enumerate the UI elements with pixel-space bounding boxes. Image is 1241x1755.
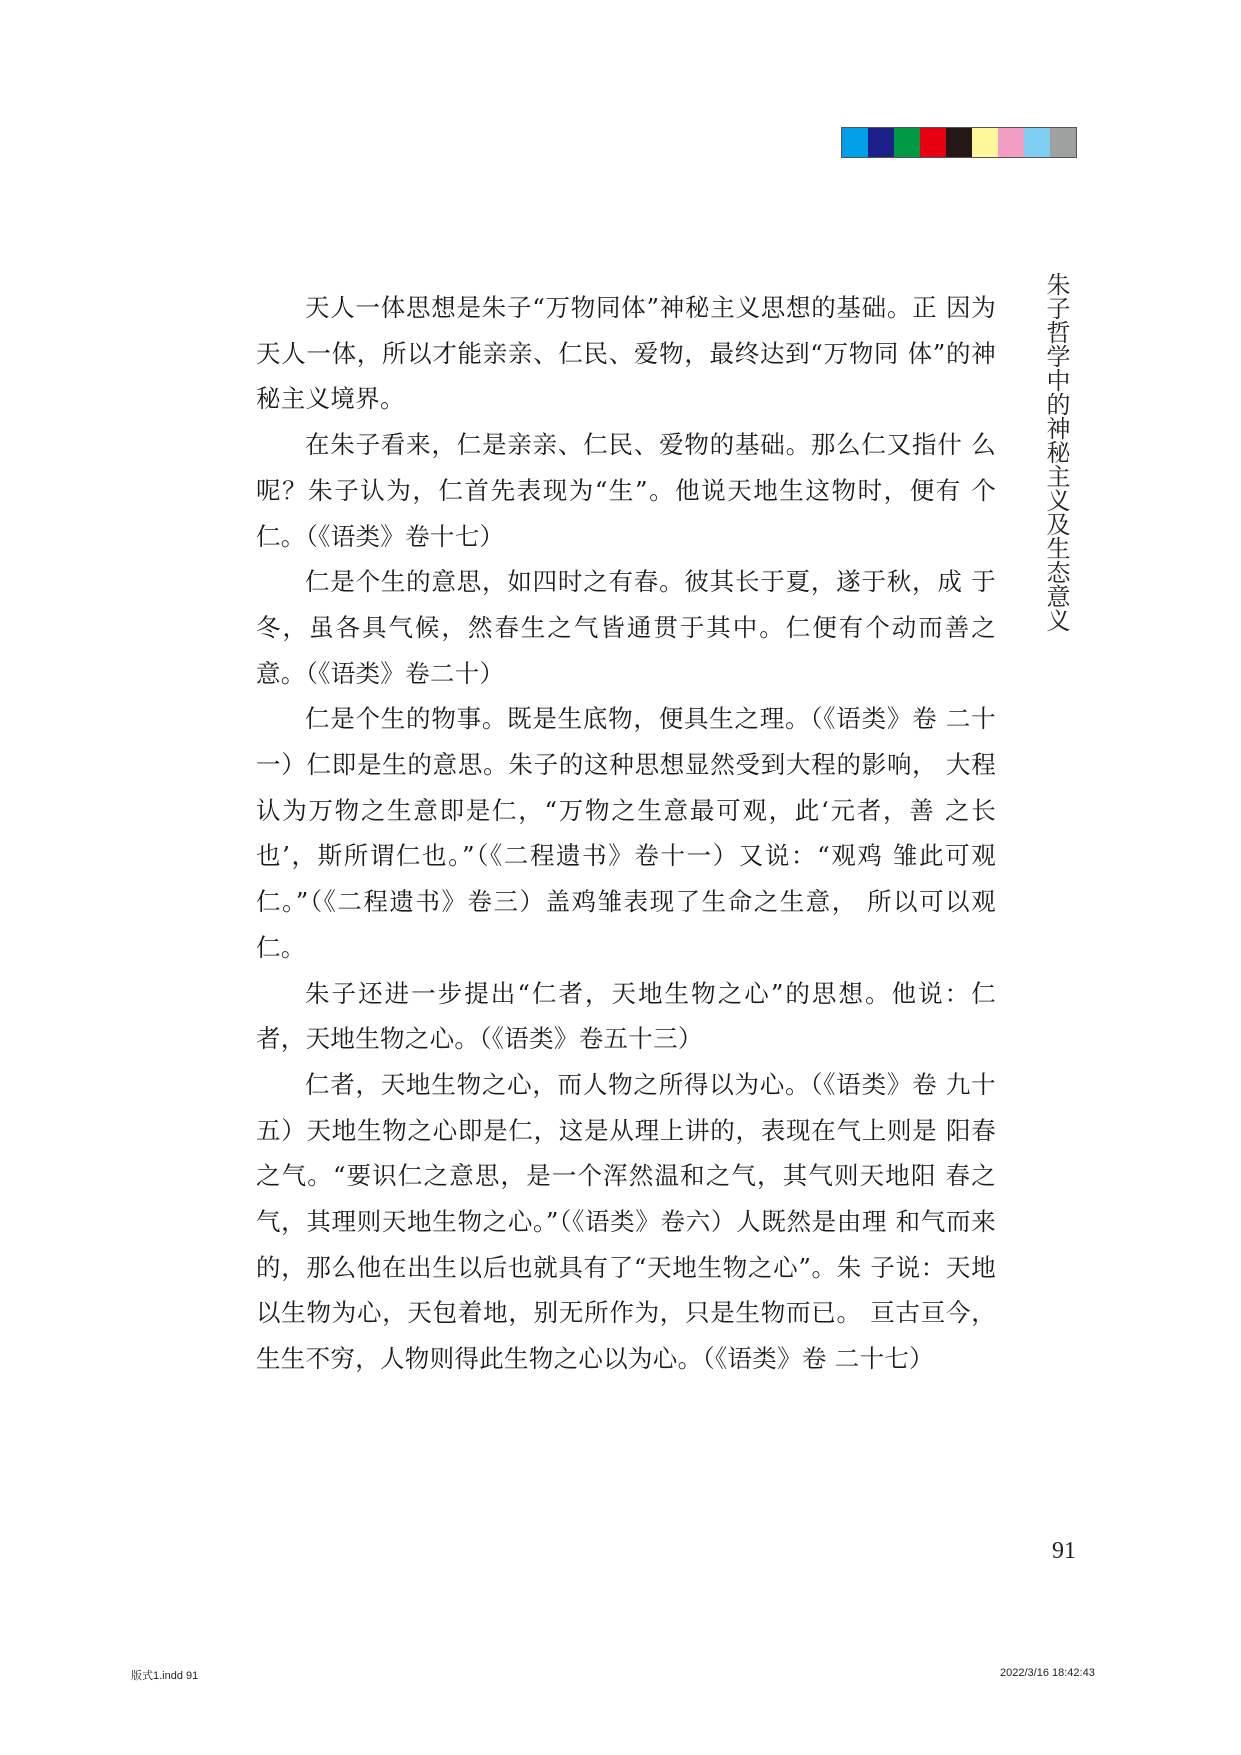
body-text [256,285,996,1382]
color-swatch-blue [868,128,894,157]
running-header: 朱子哲学中的神秘主义及生态意义 [1042,272,1070,632]
color-swatch-green [894,128,920,157]
color-registration-bar [841,127,1077,158]
color-swatch-gray [1050,128,1076,157]
paragraph: 在朱子看来，仁是亲亲、仁民、爱物的基础。那么仁又指什 么呢？朱子认为，仁首先表现为“生”。他说天地生这物时，便有 个仁。（《语类》卷十七） [256,430,996,551]
paragraph: 仁是个生的物事。既是生底物，便具生之理。（《语类》卷 二十一）仁即是生的意思。朱子的这种思想显然受到大程的影响， 大程认为万物之生意即是仁，“万物之生意最可观，此‘元者，善 之长也’，斯所谓仁也。”（《二程遗书》卷十一）又说：“观鸡 雏此可观仁。”（《二程遗书》卷三）盖鸡雏表现了生命之生意， 所以可以观仁。 [256,704,996,962]
color-swatch-light-blue [1024,128,1050,157]
color-swatch-pink [998,128,1024,157]
paragraph: 天人一体思想是朱子“万物同体”神秘主义思想的基础。正 因为天人一体，所以才能亲亲、仁民、爱物，最终达到“万物同 体”的神秘主义境界。 [256,293,996,414]
color-swatch-cyan [842,128,868,157]
page-number: 91 [1052,1538,1076,1564]
file-slug: 版式1.indd 91 [131,1670,199,1682]
color-swatch-yellow [972,128,998,157]
paragraph: 仁是个生的意思，如四时之有春。彼其长于夏，遂于秋，成 于冬，虽各具气候，然春生之气皆通贯于其中。仁便有个动而善之 意。（《语类》卷二十） [256,567,996,688]
color-swatch-red [920,128,946,157]
timestamp-slug: 2022/3/16 18:42:43 [1000,1667,1095,1679]
paragraph: 朱子还进一步提出“仁者，天地生物之心”的思想。他说：仁者，天地生物之心。（《语类》卷五十三） [256,978,996,1054]
paragraph: 仁者，天地生物之心，而人物之所得以为心。（《语类》卷 九十五）天地生物之心即是仁，这是从理上讲的，表现在气上则是 阳春之气。“要识仁之意思，是一个浑然温和之气，其气则天地阳 春之气，其理则天地生物之心。”（《语类》卷六）人既然是由理 和气而来的，那么他在出生以后也就具有了“天地生物之心”。朱 子说：天地以生物为心，天包着地，别无所作为，只是生物而已。 亘古亘今，生生不穷，人物则得此生物之心以为心。（《语类》卷 二十七） [256,1069,996,1374]
color-swatch-black [946,128,972,157]
